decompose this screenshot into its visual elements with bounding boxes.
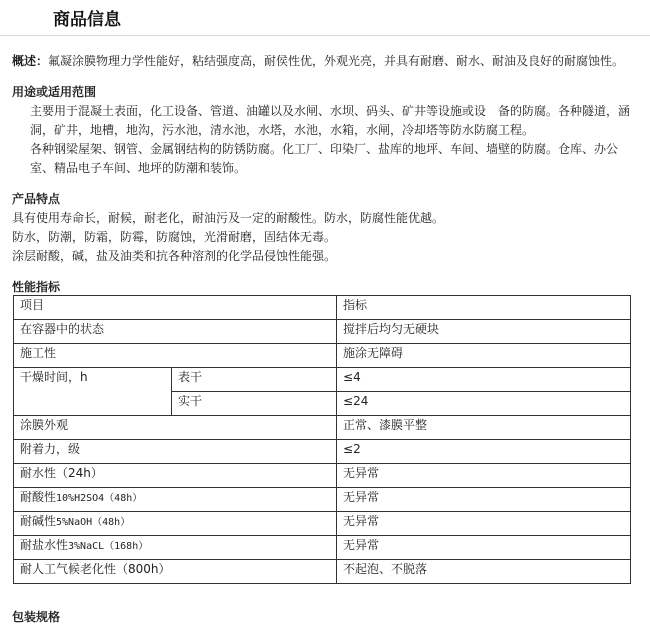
- header-index: 指标: [337, 296, 631, 320]
- row-item: [14, 488, 337, 512]
- row-item: [14, 536, 337, 560]
- usage-line-1: [12, 102, 640, 140]
- table-row: [14, 368, 631, 392]
- overview-text: 氟凝涂膜物理力学性能好，粘结强度高，耐侯性优，外观光亮，并具有耐磨、耐水、耐油及良好的耐腐蚀性。: [48, 54, 625, 68]
- usage-line-2: [12, 140, 640, 178]
- row-item: 耐水性（24h）: [14, 464, 337, 488]
- usage-heading: 用途或适用范围: [12, 85, 97, 99]
- usage-line-1-text: 主要用于混凝土表面，化工设备、管道、油罐以及水闸、水坝、码头、矿井等设施或设 备的防腐。各种隧道，涵洞，矿井，地槽，地沟，污水池，清水池，水塔，水池，水箱，水闸，冷却塔等防水防腐工程。: [30, 104, 631, 137]
- row-item: 附着力，级: [14, 440, 337, 464]
- table-row: [14, 464, 631, 488]
- row-item-condition: 5%NaOH（48h）: [56, 517, 131, 528]
- row-item: 涂膜外观: [14, 416, 337, 440]
- table-row: [14, 344, 631, 368]
- row-item: 在容器中的状态: [14, 320, 337, 344]
- row-item: [14, 512, 337, 536]
- table-row: [14, 512, 631, 536]
- table-row: [14, 320, 631, 344]
- overview-paragraph: [12, 52, 640, 71]
- spec-table: [13, 295, 631, 584]
- product-description: [12, 52, 640, 297]
- row-value: ≤2: [337, 440, 631, 464]
- row-value: 无异常: [337, 488, 631, 512]
- specs-heading: 性能指标: [12, 280, 61, 294]
- row-value: 无异常: [337, 464, 631, 488]
- row-value: 无异常: [337, 512, 631, 536]
- table-header-row: [14, 296, 631, 320]
- features-heading: 产品特点: [12, 192, 61, 206]
- title-divider: [0, 35, 650, 36]
- table-row: [14, 416, 631, 440]
- hard-dry-label: 实干: [172, 392, 337, 416]
- page-title: 商品信息: [53, 10, 121, 30]
- row-value: 正常、漆膜平整: [337, 416, 631, 440]
- row-item-name: 耐盐水性: [20, 538, 69, 552]
- table-row: [14, 536, 631, 560]
- row-item: 施工性: [14, 344, 337, 368]
- usage-line-2-text: 各种钢梁屋架、钢管、金属钢结构的防锈防腐。化工厂、印染厂、盐库的地坪、车间、墙壁的防腐。仓库、办公室、精品电子车间、地坪的防潮和装饰。: [30, 142, 619, 175]
- overview-label: 概述：: [12, 54, 49, 68]
- row-item-condition: 10%H2SO4（48h）: [56, 493, 143, 504]
- next-section-heading: 包装规格: [12, 610, 61, 624]
- row-value: 无异常: [337, 536, 631, 560]
- row-value: 施涂无障碍: [337, 344, 631, 368]
- surface-dry-label: 表干: [172, 368, 337, 392]
- row-value: 搅拌后均匀无硬块: [337, 320, 631, 344]
- feature-line: 涂层耐酸，碱，盐及油类和抗各种溶剂的化学品侵蚀性能强。: [12, 249, 337, 263]
- feature-line: 防水，防潮，防霜，防霉，防腐蚀，光滑耐磨，固结体无毒。: [12, 230, 337, 244]
- row-item: 耐人工气候老化性（800h）: [14, 560, 337, 584]
- header-item: 项目: [14, 296, 337, 320]
- drying-time-label: 干燥时间，h: [14, 368, 172, 416]
- row-item-condition: 3%NaCL（168h）: [68, 541, 149, 552]
- table-row: [14, 560, 631, 584]
- table-row: [14, 488, 631, 512]
- surface-dry-value: ≤4: [337, 368, 631, 392]
- feature-line: 具有使用寿命长，耐候，耐老化，耐油污及一定的耐酸性。防水，防腐性能优越。: [12, 211, 445, 225]
- row-item-name: 耐碱性: [20, 514, 57, 528]
- row-item-name: 耐酸性: [20, 490, 57, 504]
- row-value: 不起泡、不脱落: [337, 560, 631, 584]
- table-row: [14, 440, 631, 464]
- hard-dry-value: ≤24: [337, 392, 631, 416]
